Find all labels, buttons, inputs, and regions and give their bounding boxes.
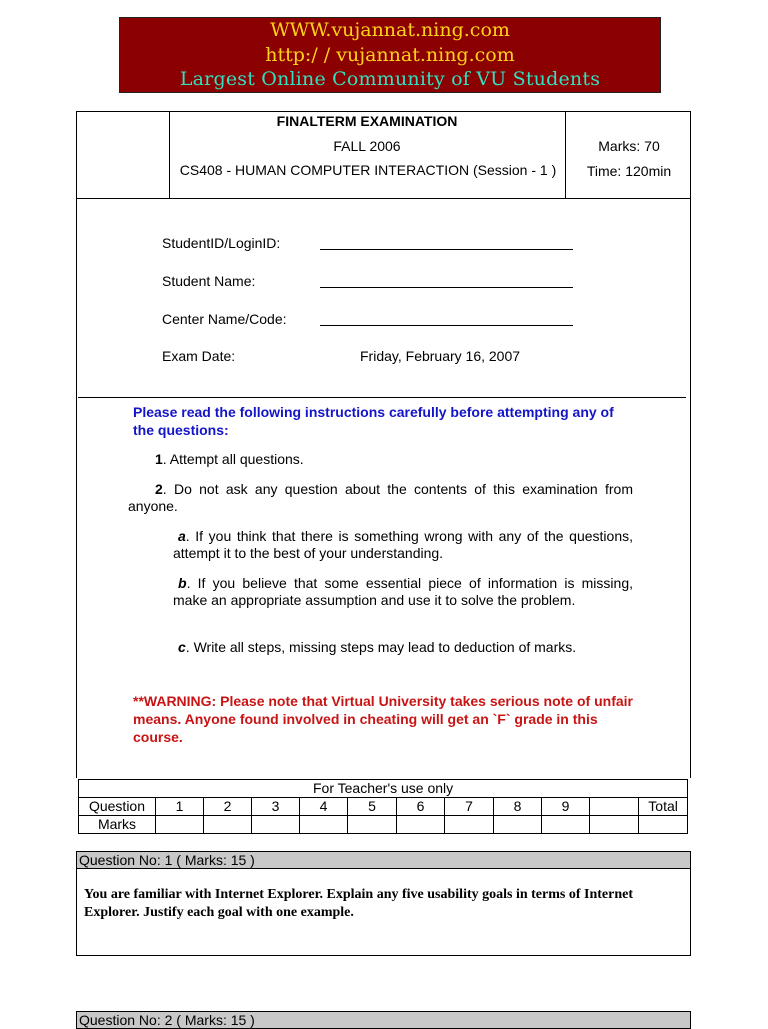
teacher-table-marks-cell[interactable] bbox=[300, 816, 348, 834]
teacher-table-marks-cell[interactable] bbox=[639, 816, 688, 834]
question-1-text: You are familiar with Internet Explorer. Explain any five usability goals in terms of Internet Explorer. Justify each goal with one example. bbox=[84, 887, 633, 920]
teacher-table-col-2: 2 bbox=[204, 798, 252, 816]
header-empty-cell bbox=[77, 112, 170, 198]
instruction-item-2-number: 2 bbox=[155, 481, 163, 497]
instruction-item-1-text: . Attempt all questions. bbox=[162, 451, 304, 467]
teacher-table-col-9: 9 bbox=[542, 798, 590, 816]
teacher-table-col-6: 6 bbox=[397, 798, 445, 816]
exam-time: Time: 120min bbox=[586, 163, 672, 179]
exam-course: CS408 - HUMAN COMPUTER INTERACTION (Session - 1 ) bbox=[179, 162, 557, 178]
teacher-table-marks-cell[interactable] bbox=[494, 816, 542, 834]
teacher-table-col-1: 1 bbox=[156, 798, 204, 816]
teacher-table-col-7: 7 bbox=[445, 798, 494, 816]
exam-title: FINALTERM EXAMINATION bbox=[276, 113, 458, 129]
exam-marks: Marks: 70 bbox=[598, 138, 660, 154]
exam-date-label: Exam Date: bbox=[162, 348, 236, 364]
teacher-table-marks-cell[interactable] bbox=[542, 816, 590, 834]
instruction-item-1 bbox=[155, 451, 635, 468]
teacher-use-table bbox=[78, 779, 688, 834]
banner-url-http: http:/ / vujannat.ning.com bbox=[265, 44, 515, 66]
question-2-header bbox=[76, 1011, 691, 1029]
instructions-heading: Please read the following instructions carefully before attempting any of the questions: bbox=[133, 404, 614, 438]
instruction-item-1-number: 1 bbox=[155, 451, 163, 467]
question-1-header bbox=[76, 851, 691, 869]
student-name-field[interactable] bbox=[320, 287, 573, 288]
teacher-table-marks-cell[interactable] bbox=[397, 816, 445, 834]
student-name-label: Student Name: bbox=[162, 273, 256, 289]
question-1-header-text: Question No: 1 ( Marks: 15 ) bbox=[79, 852, 255, 868]
instruction-item-a-letter: a bbox=[178, 528, 186, 544]
site-banner bbox=[119, 17, 661, 93]
cheating-warning: **WARNING: Please note that Virtual University takes serious note of unfair means. Anyone found involved in cheating will get an `F` grade in this course. bbox=[133, 693, 633, 745]
teacher-table-col-8: 8 bbox=[494, 798, 542, 816]
teacher-table-col-Total: Total bbox=[639, 798, 688, 816]
instruction-item-c-letter: c bbox=[178, 639, 186, 655]
instruction-item-b-letter: b bbox=[178, 575, 187, 591]
instruction-item-a bbox=[173, 528, 633, 562]
student-id-label: StudentID/LoginID: bbox=[162, 235, 281, 251]
instruction-item-b-text: . If you believe that some essential piece of information is missing, make an appropriate assumption and use it to solve the problem. bbox=[173, 575, 633, 608]
teacher-table-col-4: 4 bbox=[300, 798, 348, 816]
instruction-item-2-text: . Do not ask any question about the contents of this examination from anyone. bbox=[128, 481, 633, 514]
teacher-table-marks-label: Marks bbox=[79, 816, 156, 834]
teacher-table-marks-cell[interactable] bbox=[445, 816, 494, 834]
teacher-table-caption: For Teacher's use only bbox=[79, 780, 688, 798]
teacher-table-marks-cell[interactable] bbox=[252, 816, 300, 834]
teacher-table-marks-cell[interactable] bbox=[348, 816, 397, 834]
exam-date-value: Friday, February 16, 2007 bbox=[360, 348, 521, 364]
question-2-header-text: Question No: 2 ( Marks: 15 ) bbox=[79, 1012, 255, 1028]
student-id-field[interactable] bbox=[320, 249, 573, 250]
banner-tagline: Largest Online Community of VU Students bbox=[179, 68, 601, 90]
instruction-item-a-text: . If you think that there is something wrong with any of the questions, attempt it to the best of your understanding. bbox=[173, 528, 633, 561]
teacher-table-marks-cell[interactable] bbox=[590, 816, 639, 834]
instruction-item-c-text: . Write all steps, missing steps may lead to deduction of marks. bbox=[185, 639, 577, 655]
teacher-table-marks-cell[interactable] bbox=[204, 816, 252, 834]
teacher-table-marks-cell[interactable] bbox=[156, 816, 204, 834]
header-divider bbox=[565, 112, 566, 198]
exam-header-table bbox=[76, 111, 691, 199]
teacher-table-question-label: Question bbox=[79, 798, 156, 816]
center-name-label: Center Name/Code: bbox=[162, 311, 287, 327]
instruction-item-b bbox=[173, 575, 633, 609]
student-info-section bbox=[76, 198, 691, 398]
instruction-item-c bbox=[178, 639, 638, 656]
teacher-table-col-3: 3 bbox=[252, 798, 300, 816]
teacher-table-col-5: 5 bbox=[348, 798, 397, 816]
center-name-field[interactable] bbox=[320, 325, 573, 326]
exam-term: FALL 2006 bbox=[333, 138, 401, 154]
instruction-item-2 bbox=[128, 481, 633, 515]
teacher-table-col-blank bbox=[590, 798, 639, 816]
banner-url-www: WWW.vujannat.ning.com bbox=[270, 19, 510, 41]
